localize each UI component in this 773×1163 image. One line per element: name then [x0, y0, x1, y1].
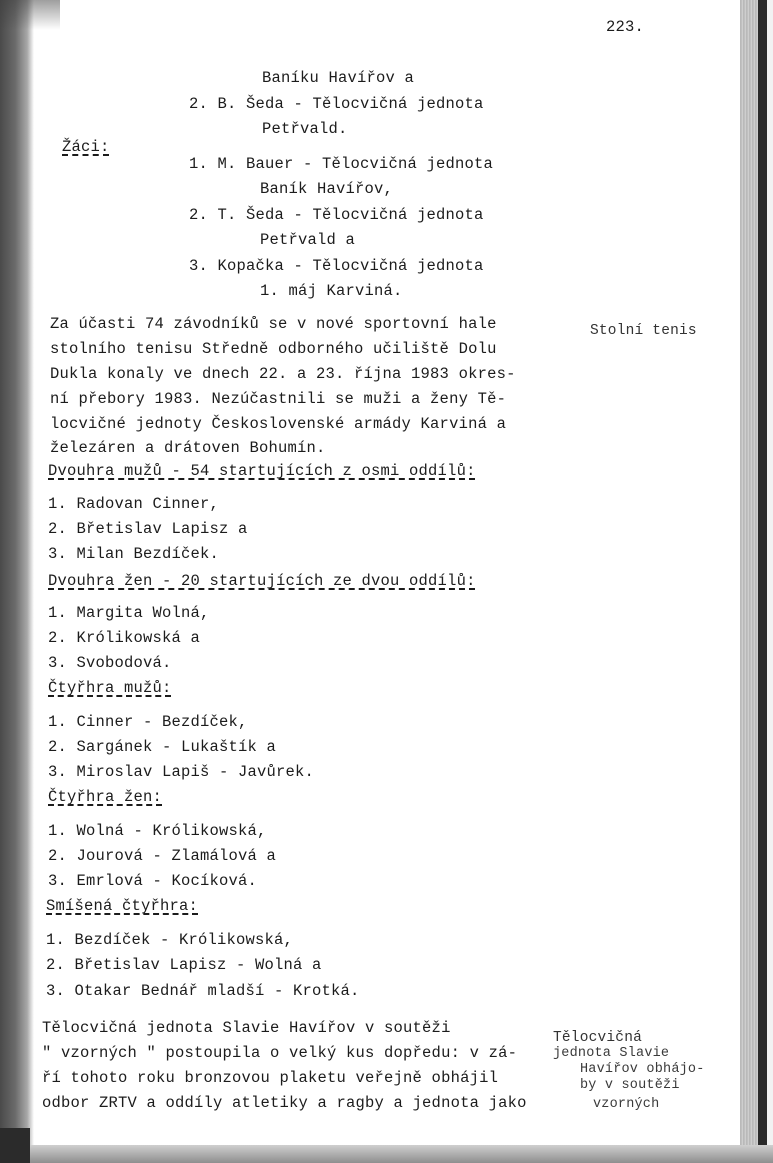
- paragraph-line: odbor ZRTV a oddíly atletiky a ragby a jednota jako: [42, 1094, 527, 1112]
- zaci-line: 3. Kopačka - Tělocvičná jednota: [189, 257, 484, 275]
- result-line: 2. Królikowská a: [48, 629, 201, 647]
- margin-note-line: Havířov obhájo-: [580, 1062, 705, 1077]
- section-heading: Dvouhra žen - 20 startujících ze dvou oddílů:: [48, 572, 476, 590]
- paragraph-line: stolního tenisu Středně odborného učiliště Dolu: [50, 340, 497, 358]
- section-heading: Smíšená čtyřhra:: [46, 897, 199, 915]
- top-block-line: 2. B. Šeda - Tělocvičná jednota: [189, 95, 484, 113]
- margin-note-line: jednota Slavie: [553, 1046, 670, 1061]
- result-line: 2. Jourová - Zlamálová a: [48, 847, 277, 865]
- result-line: 2. Sargánek - Lukaštík a: [48, 738, 277, 756]
- result-line: 3. Otakar Bednář mladší - Krotká.: [46, 982, 360, 1000]
- section-heading: Dvouhra mužů - 54 startujících z osmi oddílů:: [48, 462, 476, 480]
- scan-corner-shadow: [0, 1128, 30, 1163]
- result-line: 3. Miroslav Lapiš - Javůrek.: [48, 763, 315, 781]
- zaci-line: 1. M. Bauer - Tělocvičná jednota: [189, 155, 494, 173]
- result-line: 1. Cinner - Bezdíček,: [48, 713, 248, 731]
- result-line: 3. Milan Bezdíček.: [48, 545, 220, 563]
- paragraph-line: " vzorných " postoupila o velký kus dopředu: v zá-: [42, 1044, 518, 1062]
- result-line: 3. Svobodová.: [48, 654, 172, 672]
- result-line: 2. Břetislav Lapisz a: [48, 520, 248, 538]
- zaci-line: Petřvald a: [260, 231, 356, 249]
- paragraph-line: locvičné jednoty Československé armády Karviná a: [50, 415, 507, 433]
- top-block-line: Petřvald.: [262, 120, 348, 138]
- zaci-line: Baník Havířov,: [260, 180, 394, 198]
- margin-note-line: Tělocvičná: [553, 1030, 643, 1046]
- result-line: 1. Radovan Cinner,: [48, 495, 220, 513]
- paragraph-line: ří tohoto roku bronzovou plaketu veřejně obhájil: [42, 1069, 499, 1087]
- page-number: 223.: [606, 18, 645, 36]
- zaci-line: 2. T. Šeda - Tělocvičná jednota: [189, 206, 484, 224]
- paragraph-line: Tělocvičná jednota Slavie Havířov v soutěži: [42, 1019, 451, 1037]
- section-heading: Čtyřhra mužů:: [48, 679, 172, 697]
- paragraph-line: ní přebory 1983. Nezúčastnili se muži a ženy Tě-: [50, 390, 507, 408]
- book-binding-outer: [767, 0, 773, 1163]
- paragraph-line: Za účasti 74 závodníků se v nové sportovní hale: [50, 315, 497, 333]
- result-line: 3. Emrlová - Kocíková.: [48, 872, 258, 890]
- scan-shadow-top: [0, 0, 60, 30]
- margin-note-table-tennis: Stolní tenis: [590, 323, 697, 339]
- paragraph-line: železáren a drátoven Bohumín.: [50, 439, 326, 457]
- scan-bottom-edge: [0, 1145, 773, 1163]
- book-binding-spine: [758, 0, 767, 1163]
- result-line: 2. Břetislav Lapisz - Wolná a: [46, 956, 322, 974]
- paragraph-line: Dukla konaly ve dnech 22. a 23. října 1983 okres-: [50, 365, 516, 383]
- result-line: 1. Margita Wolná,: [48, 604, 210, 622]
- margin-note-line: by v soutěži: [580, 1078, 680, 1093]
- zaci-heading: Žáci:: [62, 138, 110, 156]
- top-block-line: Baníku Havířov a: [262, 69, 415, 87]
- result-line: 1. Wolná - Królikowská,: [48, 822, 267, 840]
- margin-note-line: vzorných: [593, 1097, 660, 1112]
- scan-shadow-left: [0, 0, 34, 1163]
- result-line: 1. Bezdíček - Królikowská,: [46, 931, 294, 949]
- zaci-line: 1. máj Karviná.: [260, 282, 403, 300]
- section-heading: Čtyřhra žen:: [48, 788, 163, 806]
